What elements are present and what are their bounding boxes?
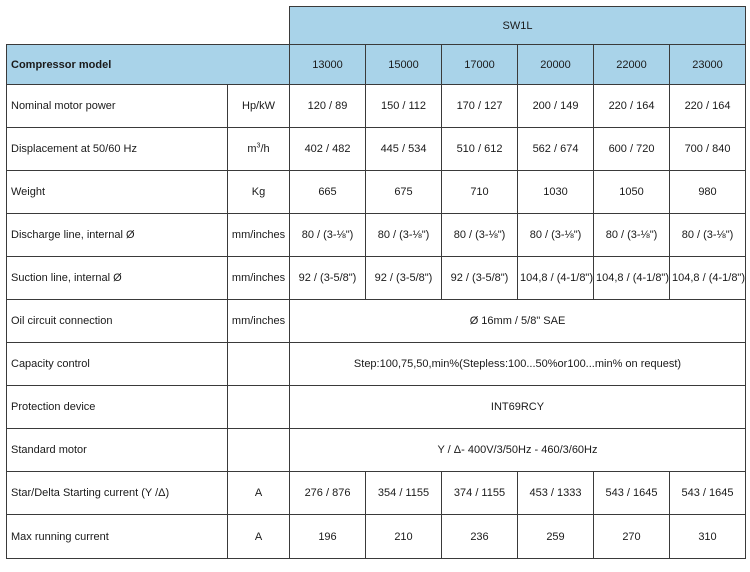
row-value: 150 / 112 [366,85,442,128]
row-label: Standard motor [7,429,228,472]
row-unit: Kg [228,171,290,214]
row-label: Nominal motor power [7,85,228,128]
row-value: 92 / (3-5/8") [290,257,366,300]
row-value: 80 / (3-⅛") [366,214,442,257]
row-value: 80 / (3-⅛") [670,214,746,257]
spec-row [7,343,746,386]
series-title: SW1L [290,7,746,45]
row-value: 665 [290,171,366,214]
row-value: 562 / 674 [518,128,594,171]
spec-row [7,386,746,429]
row-value: 270 [594,515,670,559]
row-label: Discharge line, internal Ø [7,214,228,257]
row-label: Capacity control [7,343,228,386]
row-value: 220 / 164 [594,85,670,128]
row-value: 104,8 / (4-1/8") [518,257,594,300]
model-header: 22000 [594,45,670,85]
row-label: Oil circuit connection [7,300,228,343]
row-unit: mm/inches [228,257,290,300]
row-value: 543 / 1645 [670,472,746,515]
model-header: 13000 [290,45,366,85]
row-unit: A [228,515,290,559]
spec-row [7,128,746,171]
row-span-value: Y / Δ- 400V/3/50Hz - 460/3/60Hz [290,429,746,472]
row-label: Star/Delta Starting current (Y /Δ) [7,472,228,515]
row-unit [228,429,290,472]
row-value: 276 / 876 [290,472,366,515]
row-value: 980 [670,171,746,214]
row-value: 200 / 149 [518,85,594,128]
row-value: 310 [670,515,746,559]
row-value: 374 / 1155 [442,472,518,515]
row-label: Displacement at 50/60 Hz [7,128,228,171]
row-value: 80 / (3-⅛") [290,214,366,257]
spec-row [7,429,746,472]
row-unit: Hp/kW [228,85,290,128]
row-value: 80 / (3-⅛") [518,214,594,257]
spec-row [7,171,746,214]
model-header: 15000 [366,45,442,85]
compressor-spec-table [6,6,746,559]
row-value: 210 [366,515,442,559]
row-value: 710 [442,171,518,214]
row-value: 170 / 127 [442,85,518,128]
row-value: 80 / (3-⅛") [594,214,670,257]
row-value: 220 / 164 [670,85,746,128]
row-value: 80 / (3-⅛") [442,214,518,257]
row-value: 236 [442,515,518,559]
spec-row [7,472,746,515]
spec-row [7,214,746,257]
unit-superscript: 3 [256,142,261,150]
model-header: 20000 [518,45,594,85]
row-value: 1030 [518,171,594,214]
row-span-value: Step:100,75,50,min%(Stepless:100...50%or100...min% on request) [290,343,746,386]
unit-tail: /h [260,143,270,155]
spec-row [7,257,746,300]
row-value: 120 / 89 [290,85,366,128]
row-label: Weight [7,171,228,214]
row-value: 1050 [594,171,670,214]
blank-corner [7,7,290,45]
row-value: 600 / 720 [594,128,670,171]
row-span-value: Ø 16mm / 5/8" SAE [290,300,746,343]
unit-base: m [247,143,257,155]
spec-row [7,85,746,128]
row-unit: mm/inches [228,214,290,257]
row-value: 510 / 612 [442,128,518,171]
row-span-value: INT69RCY [290,386,746,429]
row-unit: A [228,472,290,515]
row-unit [228,128,290,171]
row-label: Max running current [7,515,228,559]
spec-row [7,515,746,559]
row-value: 196 [290,515,366,559]
row-value: 104,8 / (4-1/8") [670,257,746,300]
row-unit: mm/inches [228,300,290,343]
row-value: 453 / 1333 [518,472,594,515]
model-header: 17000 [442,45,518,85]
row-value: 445 / 534 [366,128,442,171]
row-value: 402 / 482 [290,128,366,171]
row-value: 543 / 1645 [594,472,670,515]
row-value: 700 / 840 [670,128,746,171]
row-value: 92 / (3-5/8") [442,257,518,300]
row-label: Suction line, internal Ø [7,257,228,300]
model-header: 23000 [670,45,746,85]
row-label: Protection device [7,386,228,429]
row-value: 104,8 / (4-1/8") [594,257,670,300]
row-value: 354 / 1155 [366,472,442,515]
row-value: 675 [366,171,442,214]
compressor-model-label: Compressor model [7,45,290,85]
row-unit [228,386,290,429]
row-value: 92 / (3-5/8") [366,257,442,300]
row-value: 259 [518,515,594,559]
spec-row [7,300,746,343]
row-unit [228,343,290,386]
